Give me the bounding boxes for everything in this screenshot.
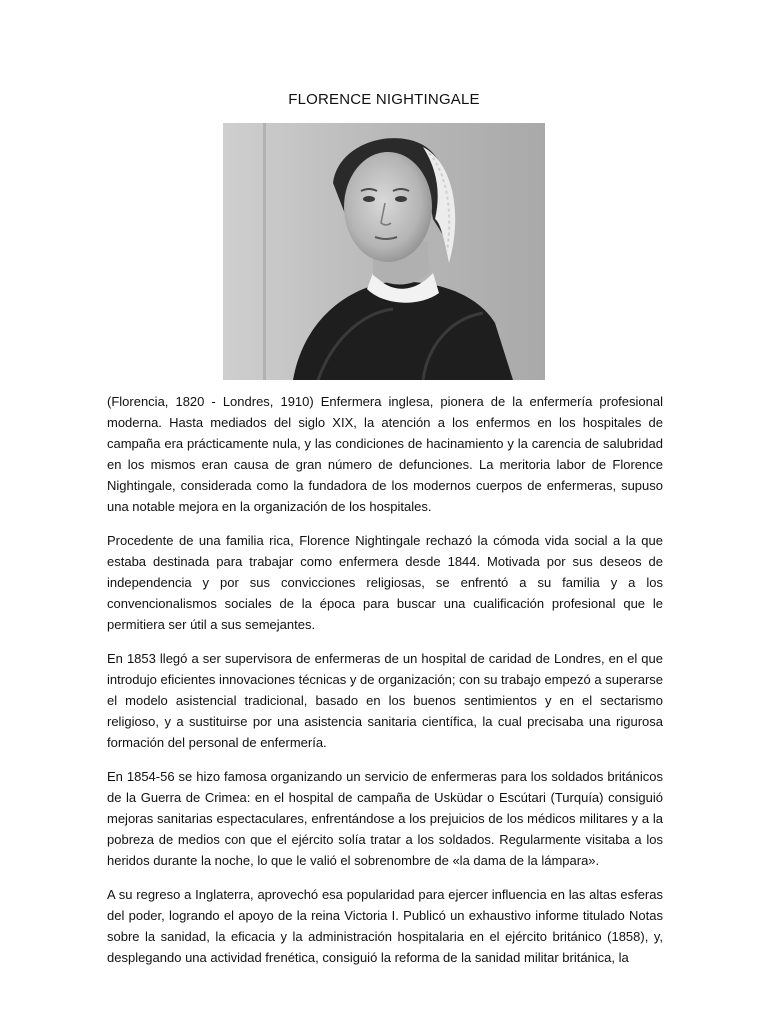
paragraph: A su regreso a Inglaterra, aprovechó esa popularidad para ejercer influencia en las altas esferas del poder, logrando el apoyo de la reina Victoria I. Publicó un exhaustivo informe titulado Notas sobre la sanidad, la eficacia y la administración hospitalaria en el ejército británico (1858), y, desplegando una actividad frenética, consiguió la reforma de la sanidad militar británica, la <box>107 887 663 965</box>
paragraph: (Florencia, 1820 - Londres, 1910) Enfermera inglesa, pionera de la enfermería profesional moderna. Hasta mediados del siglo XIX, la atención a los enfermos en los hospitales de campaña era prácticamente nula, y las condiciones de hacinamiento y la carencia de salubridad en los mismos eran causa de gran número de defunciones. La meritoria labor de Florence Nightingale, considerada como la fundadora de los modernos cuerpos de enfermeras, supuso una notable mejora en la organización de los hospitales. <box>107 394 663 514</box>
document-body <box>107 391 663 981</box>
paragraph: Procedente de una familia rica, Florence Nightingale rechazó la cómoda vida social a la que estaba destinada para trabajar como enfermera desde 1844. Motivada por sus deseos de independencia y por sus convicciones religiosas, se enfrentó a su familia y a los convencionalismos sociales de la época para buscar una cualificación profesional que le permitiera ser útil a sus semejantes. <box>107 533 663 632</box>
portrait-illustration <box>223 123 545 380</box>
paragraph: En 1853 llegó a ser supervisora de enfermeras de un hospital de caridad de Londres, en el que introdujo eficientes innovaciones técnicas y de organización; con su trabajo empezó a superarse el modelo asistencial tradicional, basado en los buenos sentimientos y en el sectarismo religioso, y a sustituirse por una asistencia sanitaria científica, la cual precisaba una rigurosa formación del personal de enfermería. <box>107 651 663 750</box>
paragraph: En 1854-56 se hizo famosa organizando un servicio de enfermeras para los soldados británicos de la Guerra de Crimea: en el hospital de campaña de Usküdar o Escútari (Turquía) consiguió mejoras sanitarias espectaculares, enfrentándose a los prejuicios de los médicos militares y a la pobreza de medios con que el ejército solía tratar a los soldados. Regularmente visitaba a los heridos durante la noche, lo que le valió el sobrenombre de «la dama de la lámpara». <box>107 769 663 868</box>
document-title: FLORENCE NIGHTINGALE <box>288 91 480 108</box>
portrait-photo <box>223 123 545 380</box>
